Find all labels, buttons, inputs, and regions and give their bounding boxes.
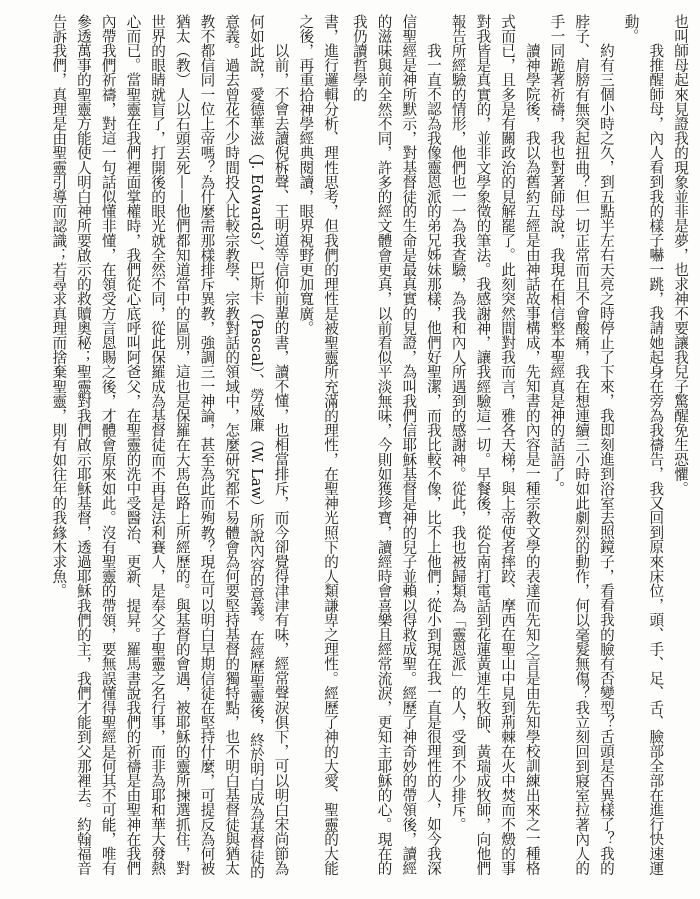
paragraph: 以前，不會去讀倪柝聲、王明道等信仰前輩的書，讀不懂，也相當排斥，而今卻覺得津津有味，經常聲淚俱下，可以明白宋尚節為何如此說，愛德華滋（J. Edwards）、巴斯卡（Pascal）、勞威廉（W. Law）所說內容的意義。在經歷聖靈後，終於明白成為基督徒的意義。過去曾花不少時間投入比較宗教學、宗教對話的領域中，怎麼研究都不易體會為何要堅持基督的獨特點，也不明白基督徒與猶太教不都信同一位上帝嗎？為什麼需那樣排斥異教，強調三一神論，甚至為此而殉教？現在可以明白早期信徒在堅持什麼，可提反為何被猶太（教）人以石頭丟死——他們都知道當中的區別，這也是保羅在大馬色路上所經歷的。與基督的會遇，被耶穌的靈所揀選抓住，對世界的眼睛就盲了，打開後的眼光就全然不同，從此保羅成為基督徒而不再是法利賽人，是奉父子聖靈之名行事，而非為耶和華大發熱心而已。當聖靈在我們裡面掌權時，我們從心底呼叫阿爸父，在聖靈的洗中受醫治、更新、提昇。羅馬書說我們的祈禱是由聖神在我們內帶我們祈禱，對這一句話似懂非懂，在領受方言恩賜之後，才體會原來如此。沒有聖靈的帶領，要無誤懂得聖經是何其不可能，唯有參透萬事的聖靈方能使人明白神所要啟示的救贖奧秘；聖靈對我們啟示耶穌基督，透過耶穌我們的主，我們才能到父那裡去。約翰福音告訴我們，真理是由聖靈引導而認識；若尋求真理而捨棄聖靈，則有如往年的我緣木求魚。 bbox=[50, 14, 290, 879]
paragraph: 書，進行邏輯分析、理性思考，但我們的理性是被聖靈所充滿的理性，在聖神光照下的人類謙卑之理性。經歷了神的大愛、聖靈的大能之後，再重拾神學經典閱讀，眼界視野更加寬廣。 bbox=[297, 14, 339, 876]
paragraph: 我一直不認為我像靈恩派的弟兄姊妹那樣，他們好聖潔，而我比較不像，比不上他們；從小到現在我一直是很理性的人，如今我深信聖經是神所默示，對基督徒的生命是最真實的見證，為叫我們信耶穌基督是神的兒子並賴以得救成聖。經歷了神奇妙的帶領後，讀經的滋味與前全然不同，許多的經文體會更真，以前看似平淡無味，今則如獲珍寶，讀經時會喜樂且經常流淚，更知主耶穌的心。現在的我仍讀哲學的 bbox=[350, 14, 442, 876]
paragraph: 約有三個小時之久，到五點半左右天亮之時停止了下來，我即刻進到浴室去照鏡子，看看我的臉有否變型？舌頭是否異樣了？我的脖子、肩膀有無突起扭曲？但一切正常而且不會酸痛，我在想連續三小時如此劇烈的動作，何以毫髮無傷？我立刻回到寢室拉著內人的手一同跪著祈禱，我也對著師母說，我現在相信整本聖經真是神的話語了。 bbox=[548, 14, 615, 876]
text-column-left bbox=[4, 14, 342, 884]
paragraph: 也叫師母起來見證我的現象並非是夢，也求神不要讓我兒子驚醒免生恐懼。 bbox=[672, 14, 689, 496]
paragraph: 我推醒師母，內人看到我的樣子嚇一跳，我請她起身在旁為我禱告，我又回到原來床位，頭、手、足、舌、臉部全部在進行快速運動。 bbox=[622, 14, 665, 876]
text-column-right bbox=[350, 14, 692, 884]
paragraph: 讀神學院後，我以為舊約五經是由神話故事構成，先知書的內容是一種宗教文學的表達而先知之言是由先知學校訓練出來之一種格式而已，且多是有關政治的見解罷了。此刻突然間對我而言，雅各天梯，與上帝使者摔跤、摩西在聖山中見到荊棘在火中焚而不燬的事對我皆是真實的，並非文學象徵的筆法。我感謝神，讓我經驗這一切。早餐後，從台南打電話到花蓮黃連生牧師、黃瑞成牧師，向他們報告所經驗的情形，他們也一一為我查驗，為我和內人所遇到的感謝神。從此，我也被歸類為「靈恩派」的人，受到不少排斥。 bbox=[449, 14, 541, 876]
